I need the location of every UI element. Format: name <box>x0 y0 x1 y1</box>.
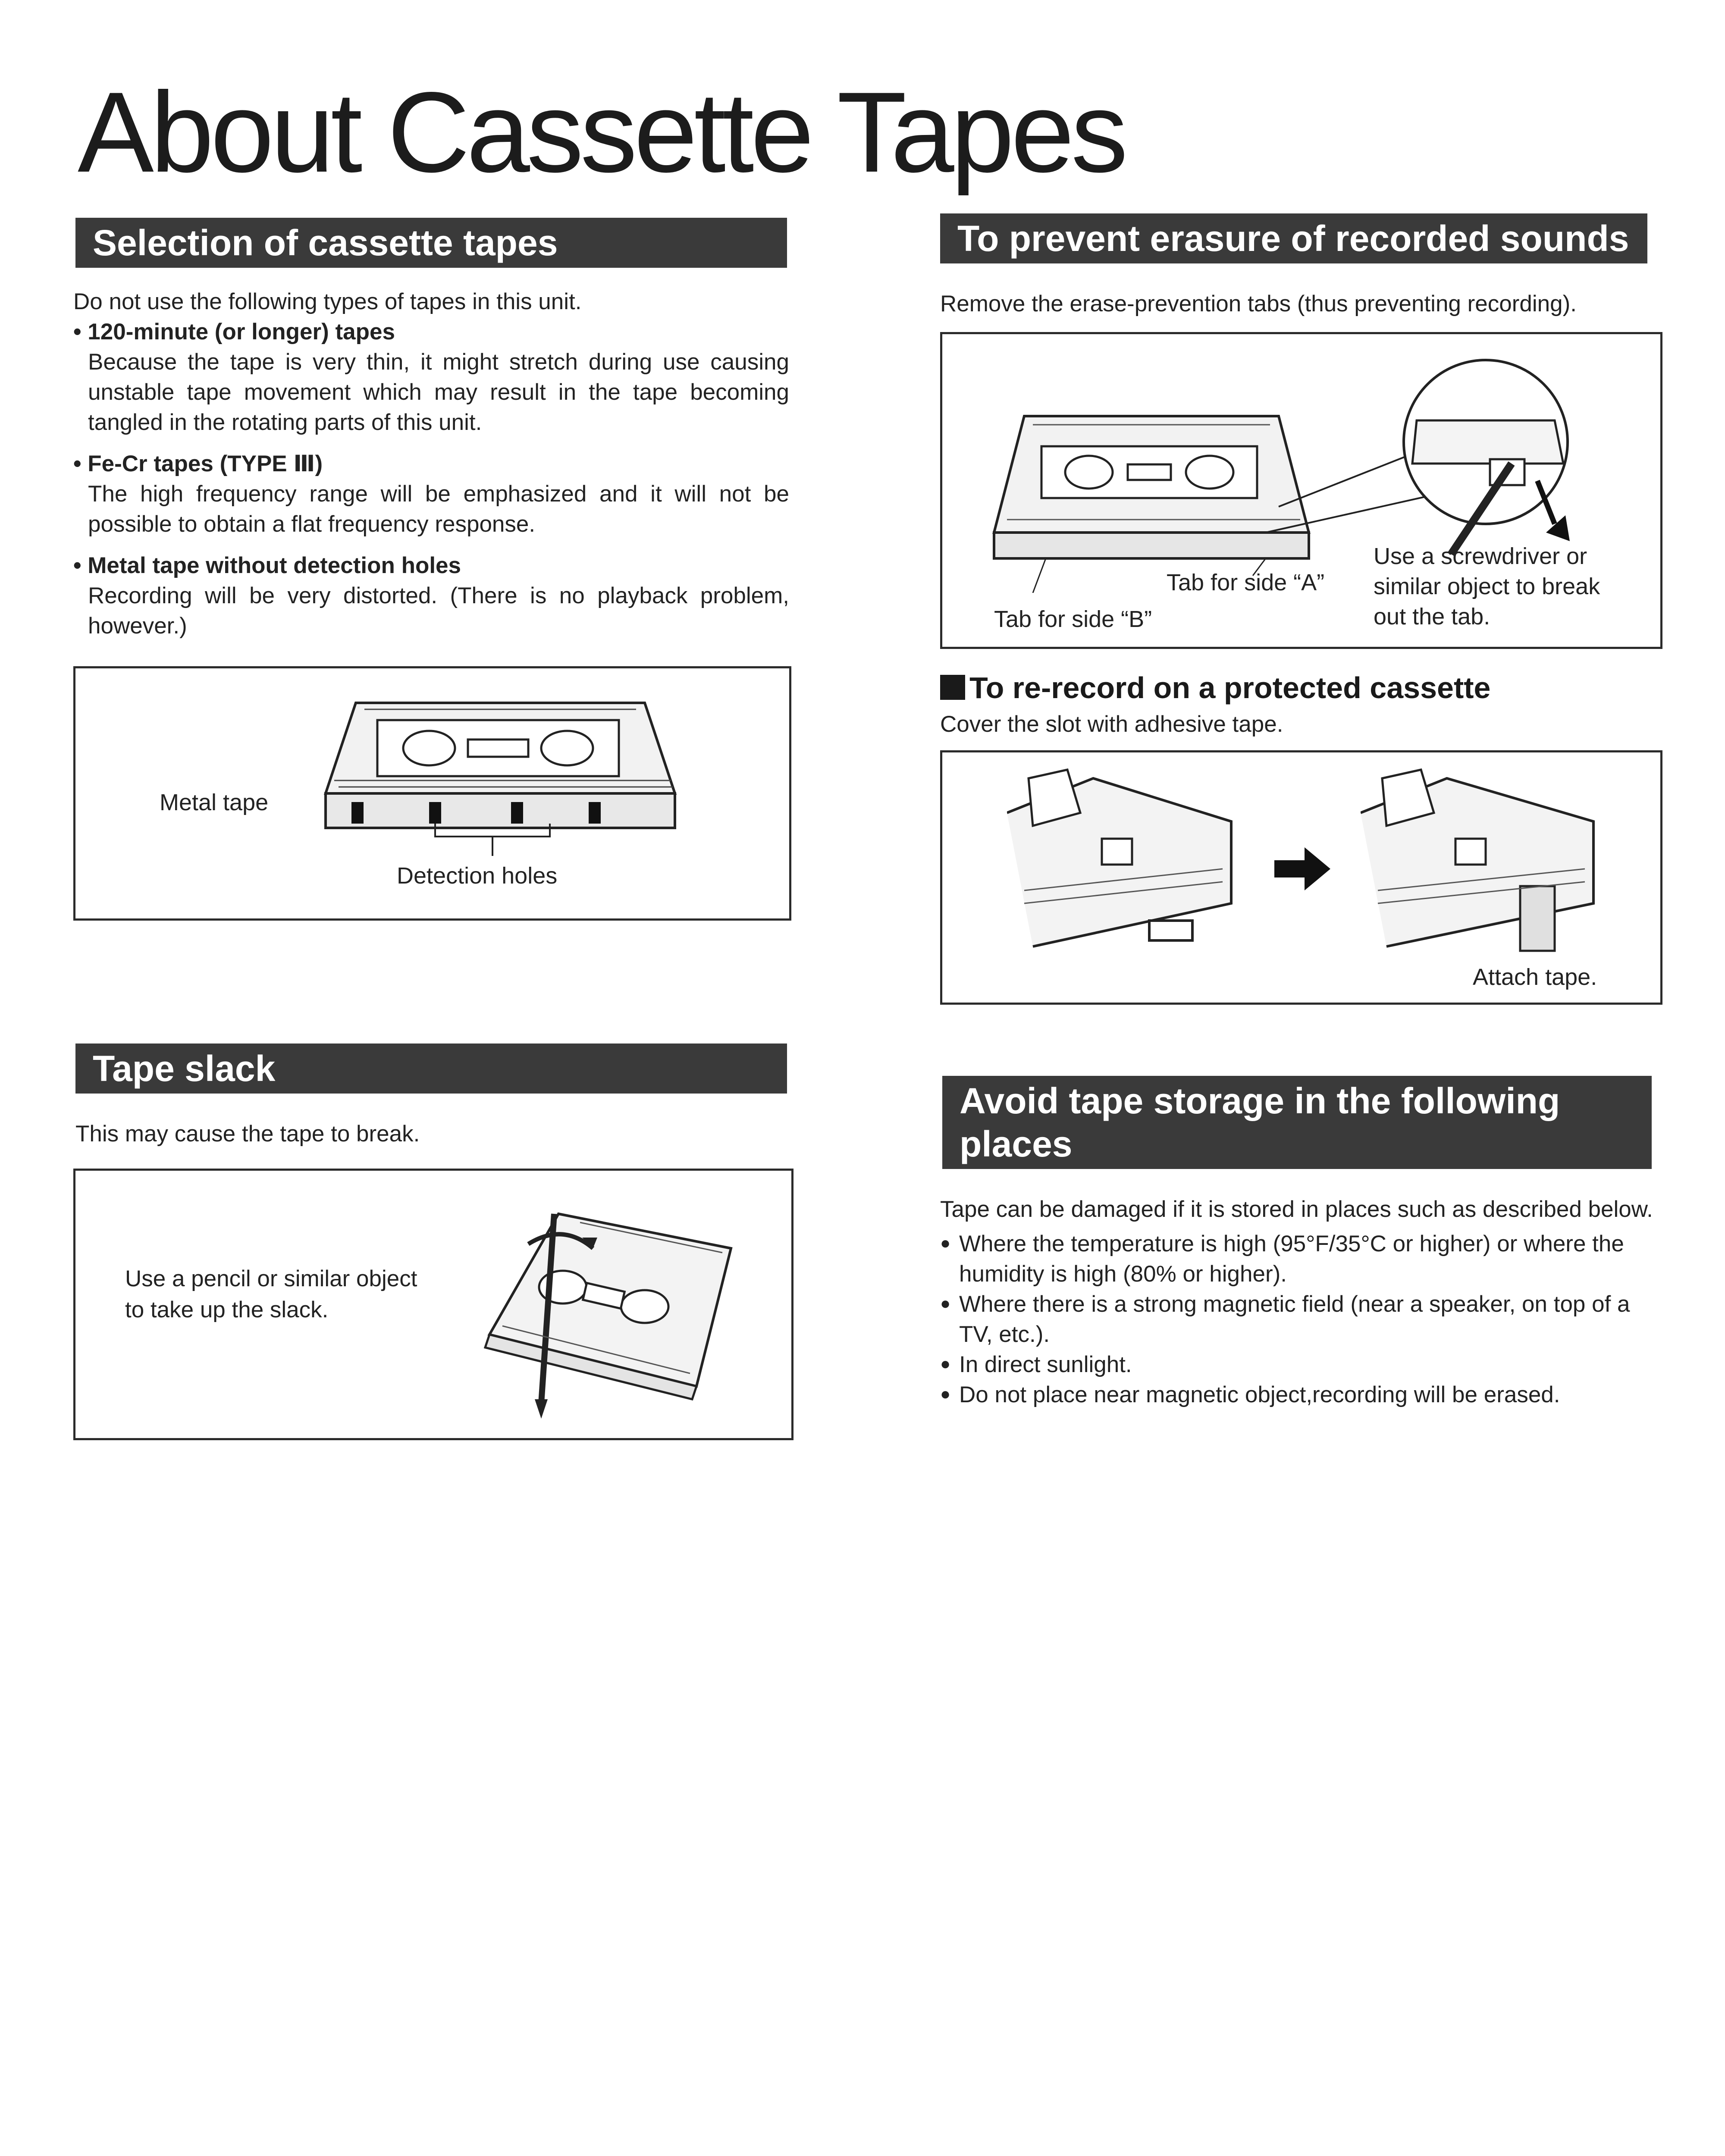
tape-slack-figure <box>73 1169 794 1440</box>
tab-side-b-label: Tab for side “B” <box>994 606 1152 632</box>
selection-section <box>73 287 789 641</box>
item-title: • Metal tape without detection holes <box>73 553 461 578</box>
selection-heading: Selection of cassette tapes <box>75 218 787 268</box>
cassette-illustration <box>291 694 731 858</box>
selection-intro: Do not use the following types of tapes in this unit. <box>73 289 582 314</box>
erasure-figure <box>940 332 1662 649</box>
tape-slack-intro: This may cause the tape to break. <box>75 1121 420 1147</box>
item-title: • Fe-Cr tapes (TYPE Ⅲ) <box>73 451 323 476</box>
rerecord-heading <box>940 671 1491 705</box>
square-bullet-icon <box>940 675 965 700</box>
tape-slack-figure-text: Use a pencil or similar object to take up the slack. <box>125 1266 417 1322</box>
list-item: ● Where there is a strong magnetic field (near a speaker, on top of a TV, etc.). <box>940 1289 1665 1350</box>
rerecord-text: Cover the slot with adhesive tape. <box>940 711 1283 737</box>
list-item: ● In direct sunlight. <box>940 1350 1665 1380</box>
erasure-heading: To prevent erasure of recorded sounds <box>940 213 1647 263</box>
storage-intro: Tape can be damaged if it is stored in places such as described below. <box>940 1197 1653 1222</box>
screwdriver-label: Use a screwdriver or similar object to break out the tab. <box>1374 543 1600 630</box>
detection-holes-label: Detection holes <box>397 863 558 889</box>
storage-list <box>940 1229 1665 1410</box>
attach-tape-label: Attach tape. <box>1473 964 1597 990</box>
item-text: Because the tape is very thin, it might stretch during use causing unstable tape movement which may result in the tape becoming tangled in the rotating parts of this unit. <box>88 349 789 435</box>
storage-section <box>940 1194 1665 1410</box>
tape-slack-heading: Tape slack <box>75 1044 787 1094</box>
rerecord-figure <box>940 750 1662 1005</box>
storage-heading: Avoid tape storage in the following places <box>942 1076 1652 1169</box>
before-slot-illustration <box>1007 761 1248 968</box>
metal-tape-figure <box>73 666 791 921</box>
after-tape-illustration <box>1361 761 1611 968</box>
item-title: • 120-minute (or longer) tapes <box>73 319 395 345</box>
pencil-cassette-illustration <box>455 1197 783 1421</box>
rerecord-heading-text: To re-record on a protected cassette <box>969 671 1491 705</box>
item-text: Recording will be very distorted. (There is no playback problem, however.) <box>88 583 789 639</box>
erasure-intro: Remove the erase-prevention tabs (thus preventing recording). <box>940 291 1577 317</box>
list-item: ● Do not place near magnetic object,recording will be erased. <box>940 1380 1665 1410</box>
list-item: ● Where the temperature is high (95°F/35°C or higher) or where the humidity is high (80% or higher). <box>940 1229 1665 1289</box>
page-title: About Cassette Tapes <box>78 69 1125 196</box>
tab-side-a-label: Tab for side “A” <box>1167 570 1325 595</box>
item-text: The high frequency range will be emphasized and it will not be possible to obtain a flat frequency response. <box>88 481 789 537</box>
metal-tape-label: Metal tape <box>160 790 269 815</box>
right-arrow-icon <box>1274 847 1330 890</box>
